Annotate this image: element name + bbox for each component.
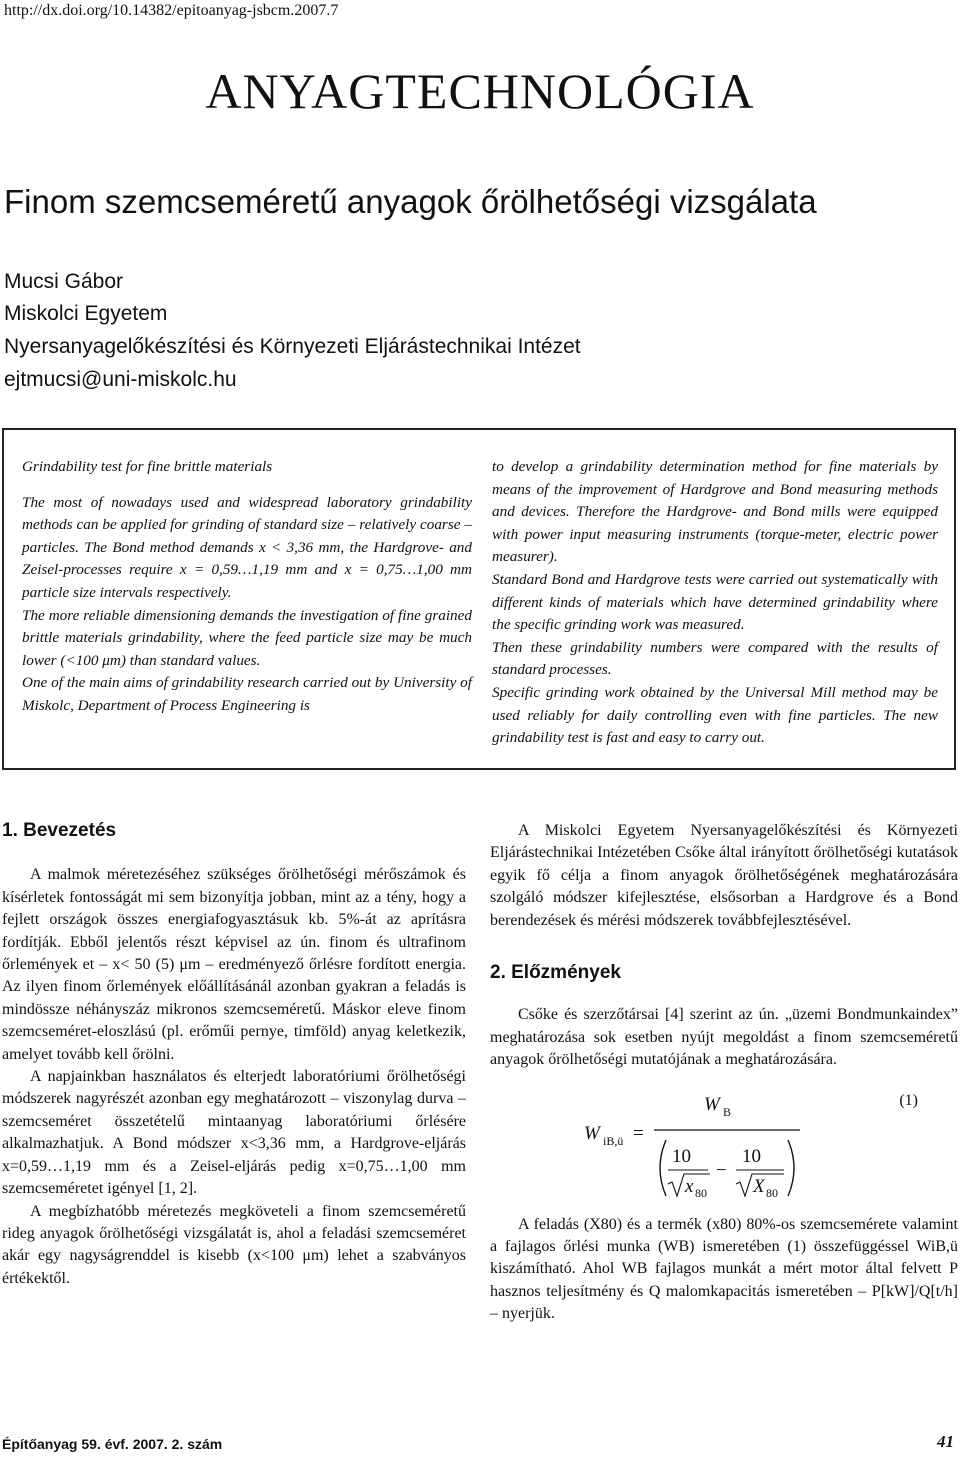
article-title: Finom szemcseméretű anyagok őrölhetőségi vizsgálata xyxy=(4,183,817,220)
footer-page-number: 41 xyxy=(937,1432,954,1451)
body-paragraph: A malmok méretezéséhez szükséges őrölhetőségi mérőszámok és kísérletek fontosságát mi sem bizonyítja jobban, mint az a tény, hogy a fejlett országok összes energiafogyasztásuk kb. 5%-át az aprításra fordítják. Ebből jelentős részt képvisel az ún. finom és ultrafinom őrlemények et – x< 50 (5) μm – eredményező őrlésre fordított energia. Az ilyen finom őrlemények előállításánál azonban gyakran a feladás is mindössze néhányszáz mikronos szemcseméretű. Máskor eleve finom szemcseméret-eloszlású (pl. erőműi pernye, timföld) anyag keletkezik, amelyet tovább kell őrölni. xyxy=(2,866,466,1063)
body-paragraph: A Miskolci Egyetem Nyersanyagelőkészítési és Környezeti Eljárástechnikai Intézetében Csőke által irányított őrölhetőségi kutatások egyik fő célja a finom anyagok őrölhetőségének meghatározására szolgáló módszer kifejlesztése, elsősorban a Hardgrove és a Bond berendezések és mérési módszerek továbbfejlesztésével. xyxy=(490,822,958,929)
abstract-paragraph: to develop a grindability determination method for fine materials by means of the improvement of Hardgrove and Bond measuring methods and devices. Therefore the Hardgrove- and Bond mills were equipped with power input measuring instruments (torque-meter, electric power measurer). xyxy=(492,458,938,566)
body-paragraph: A feladás (X80) és a termék (x80) 80%-os szemcsemérete valamint a fajlagos őrlési munka (WB) ismeretében (1) összefüggéssel WiB,ü kiszámítható. Ahol WB fajlagos munkát a mért motor által felvett P hasznos teljesítmény és Q malomkapacitás ismeretében – P[kW]/Q[t/h] – nyerjük. xyxy=(490,1215,958,1323)
author-institute: Nyersanyagelőkészítési és Környezeti Eljárástechnikai Intézet xyxy=(4,335,581,358)
author-email[interactable]: ejtmucsi@uni-miskolc.hu xyxy=(4,368,237,391)
eq-numerator: W xyxy=(704,1093,720,1115)
abstract-paragraph: The more reliable dimensioning demands the investigation of fine grained brittle materials grindability, where the feed particle size may be much lower (<100 μm) than standard values. xyxy=(22,606,472,669)
author-university: Miskolci Egyetem xyxy=(4,302,168,325)
footer-journal-issue: Építőanyag 59. évf. 2007. 2. szám xyxy=(2,1436,223,1452)
eq-numerator-sub: B xyxy=(723,1104,732,1119)
eq-right-paren xyxy=(788,1140,794,1196)
eq-lhs: W xyxy=(584,1122,600,1144)
abstract-paragraph: Standard Bond and Hardgrove tests were carried out systematically with different kinds of materials which have determined grindability where the specific grinding work was measured. xyxy=(492,570,938,634)
equation-formula xyxy=(580,1078,840,1204)
eq-term2-num: 10 xyxy=(742,1145,761,1167)
abstract-title: Grindability test for fine brittle materials xyxy=(22,458,273,475)
body-paragraph: A megbízhatóbb méretezés megköveteli a finom szemcseméretű rideg anyagok őrölhetőségi vizsgálatát is, ahol a feladási szemcseméret akár egy nagyságrenddel is kisebb (x<100 μm) lehet a szabványos értékektől. xyxy=(2,1202,466,1287)
eq-equals: = xyxy=(633,1122,644,1144)
abstract-box xyxy=(2,428,956,770)
abstract-left-column xyxy=(22,456,472,718)
body-right-column xyxy=(490,820,958,1326)
abstract-right-column xyxy=(492,456,938,750)
abstract-paragraph: Then these grindability numbers were compared with the results of standard processes. xyxy=(492,638,938,679)
body-left-column xyxy=(2,820,466,1290)
doi-link[interactable]: http://dx.doi.org/10.14382/epitoanyag-jsbcm.2007.7 xyxy=(4,2,339,19)
eq-term1-num: 10 xyxy=(672,1145,691,1167)
abstract-paragraph: Specific grinding work obtained by the Universal Mill method may be used reliably for daily controlling even with fine particles. The new grindability test is fast and easy to carry out. xyxy=(492,683,938,747)
body-paragraph: Csőke és szerzőtársai [4] szerint az ún. „üzemi Bondmunkaindex” meghatározása sok esetben nyújt megoldást a finom szemcseméretű anyagok őrölhetőségi mutatójának a meghatározására. xyxy=(490,1006,958,1069)
section-heading-intro: 1. Bevezetés xyxy=(2,820,117,841)
abstract-paragraph: One of the main aims of grindability research carried out by University of Miskolc, Department of Process Engineering is xyxy=(22,674,472,714)
eq-term1-den: x xyxy=(685,1175,694,1197)
eq-term2-den-sub: 80 xyxy=(766,1185,778,1200)
abstract-paragraph: The most of nowadays used and widespread laboratory grindability methods can be applied for grinding of standard size – relatively coarse – particles. The Bond method demands x < 3,36 mm, the Hardgrove- and Zeisel-processes require x = 0,59…1,19 mm and x = 0,75…1,00 mm particle size intervals respectively. xyxy=(22,493,472,601)
eq-term1-den-sub: 80 xyxy=(695,1185,707,1200)
eq-lhs-sub: iB,ü xyxy=(603,1133,624,1148)
author-name: Mucsi Gábor xyxy=(4,270,124,293)
section-heading-background: 2. Előzmények xyxy=(490,962,621,984)
eq-minus: − xyxy=(716,1159,727,1181)
equation-1 xyxy=(490,1078,958,1204)
eq-left-paren xyxy=(660,1140,666,1196)
eq-term2-den: X xyxy=(753,1175,765,1197)
body-paragraph: A napjainkban használatos és elterjedt laboratóriumi őrölhetőségi módszerek nagyrészét azonban egy meghatározott – viszonylag durva – szemcseméret összetételű mintaanyag laboratóriumi őrlésére alkalmazhatjuk. A Bond módszer x<3,36 mm, a Hardgrove-eljárás x=0,59…1,19 mm és a Zeisel-eljárás pedig x=0,75…1,00 mm szemcseméretet igényel [1, 2]. xyxy=(2,1068,466,1198)
equation-number: (1) xyxy=(899,1091,918,1109)
journal-title: ANYAGTECHNOLÓGIA xyxy=(205,63,755,119)
